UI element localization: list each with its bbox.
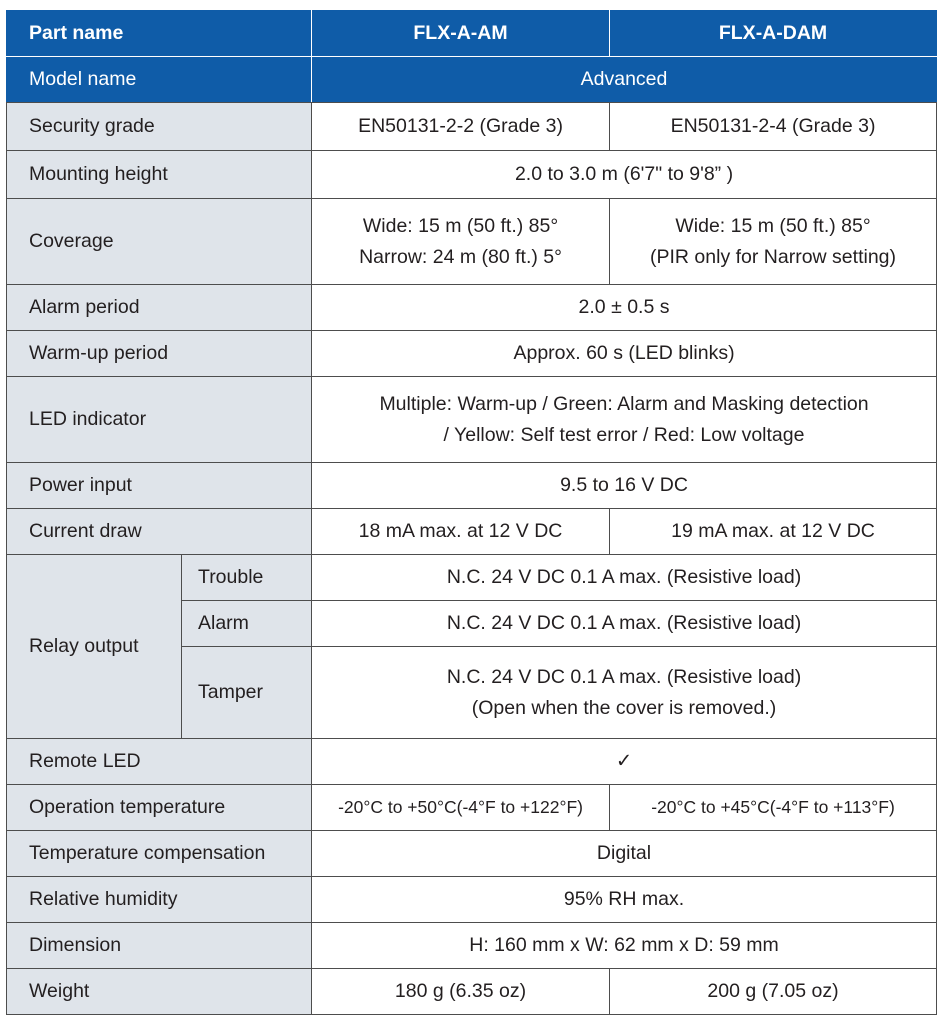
dimension-row bbox=[7, 923, 937, 969]
relative-humidity-label: Relative humidity bbox=[7, 877, 312, 923]
coverage-a bbox=[312, 199, 610, 285]
warmup-period-row bbox=[7, 331, 937, 377]
remote-led-row bbox=[7, 739, 937, 785]
remote-led-label: Remote LED bbox=[7, 739, 312, 785]
mounting-height-value: 2.0 to 3.0 m (6'7" to 9'8” ) bbox=[312, 151, 937, 199]
relay-tamper-value bbox=[312, 647, 937, 739]
remote-led-check-icon: ✓ bbox=[312, 739, 937, 785]
dimension-value: H: 160 mm x W: 62 mm x D: 59 mm bbox=[312, 923, 937, 969]
power-input-value: 9.5 to 16 V DC bbox=[312, 463, 937, 509]
alarm-period-row bbox=[7, 285, 937, 331]
weight-label: Weight bbox=[7, 969, 312, 1015]
coverage-a-line2: Narrow: 24 m (80 ft.) 5° bbox=[359, 245, 562, 268]
current-draw-b: 19 mA max. at 12 V DC bbox=[610, 509, 937, 555]
operation-temperature-b: -20°C to +45°C(-4°F to +113°F) bbox=[610, 785, 937, 831]
security-grade-a: EN50131-2-2 (Grade 3) bbox=[312, 103, 610, 151]
relay-tamper-label: Tamper bbox=[182, 647, 312, 739]
relay-tamper-line2: (Open when the cover is removed.) bbox=[471, 696, 777, 719]
coverage-b bbox=[610, 199, 937, 285]
led-indicator-row bbox=[7, 377, 937, 463]
weight-a: 180 g (6.35 oz) bbox=[312, 969, 610, 1015]
relative-humidity-value: 95% RH max. bbox=[312, 877, 937, 923]
led-indicator-line1: Multiple: Warm-up / Green: Alarm and Masking detection bbox=[379, 392, 869, 415]
warmup-period-value: Approx. 60 s (LED blinks) bbox=[312, 331, 937, 377]
relay-trouble-label: Trouble bbox=[182, 555, 312, 601]
power-input-row bbox=[7, 463, 937, 509]
warmup-period-label: Warm-up period bbox=[7, 331, 312, 377]
current-draw-a: 18 mA max. at 12 V DC bbox=[312, 509, 610, 555]
temperature-compensation-row bbox=[7, 831, 937, 877]
operation-temperature-a: -20°C to +50°C(-4°F to +122°F) bbox=[312, 785, 610, 831]
mounting-height-label: Mounting height bbox=[7, 151, 312, 199]
coverage-b-line2: (PIR only for Narrow setting) bbox=[650, 245, 897, 268]
security-grade-b: EN50131-2-4 (Grade 3) bbox=[610, 103, 937, 151]
coverage-label: Coverage bbox=[7, 199, 312, 285]
alarm-period-label: Alarm period bbox=[7, 285, 312, 331]
current-draw-row bbox=[7, 509, 937, 555]
part-name-label: Part name bbox=[7, 11, 312, 57]
model-name-label: Model name bbox=[7, 57, 312, 103]
coverage-b-line1: Wide: 15 m (50 ft.) 85° bbox=[675, 214, 871, 237]
weight-row bbox=[7, 969, 937, 1015]
model-a-header: FLX-A-AM bbox=[312, 11, 610, 57]
operation-temperature-row bbox=[7, 785, 937, 831]
weight-b: 200 g (7.05 oz) bbox=[610, 969, 937, 1015]
led-indicator-line2: / Yellow: Self test error / Red: Low voltage bbox=[443, 423, 805, 446]
header-part-name-row bbox=[7, 11, 937, 57]
spec-table bbox=[6, 10, 937, 1015]
relative-humidity-row bbox=[7, 877, 937, 923]
relay-alarm-value: N.C. 24 V DC 0.1 A max. (Resistive load) bbox=[312, 601, 937, 647]
coverage-row bbox=[7, 199, 937, 285]
security-grade-row bbox=[7, 103, 937, 151]
relay-tamper-line1: N.C. 24 V DC 0.1 A max. (Resistive load) bbox=[446, 665, 802, 688]
relay-output-label: Relay output bbox=[7, 555, 182, 739]
temperature-compensation-value: Digital bbox=[312, 831, 937, 877]
power-input-label: Power input bbox=[7, 463, 312, 509]
relay-trouble-value: N.C. 24 V DC 0.1 A max. (Resistive load) bbox=[312, 555, 937, 601]
relay-alarm-label: Alarm bbox=[182, 601, 312, 647]
relay-trouble-row bbox=[7, 555, 937, 601]
led-indicator-label: LED indicator bbox=[7, 377, 312, 463]
coverage-a-line1: Wide: 15 m (50 ft.) 85° bbox=[362, 214, 559, 237]
led-indicator-value bbox=[312, 377, 937, 463]
operation-temperature-label: Operation temperature bbox=[7, 785, 312, 831]
model-b-header: FLX-A-DAM bbox=[610, 11, 937, 57]
header-model-name-row bbox=[7, 57, 937, 103]
mounting-height-row bbox=[7, 151, 937, 199]
model-name-value: Advanced bbox=[312, 57, 937, 103]
security-grade-label: Security grade bbox=[7, 103, 312, 151]
current-draw-label: Current draw bbox=[7, 509, 312, 555]
dimension-label: Dimension bbox=[7, 923, 312, 969]
temperature-compensation-label: Temperature compensation bbox=[7, 831, 312, 877]
alarm-period-value: 2.0 ± 0.5 s bbox=[312, 285, 937, 331]
